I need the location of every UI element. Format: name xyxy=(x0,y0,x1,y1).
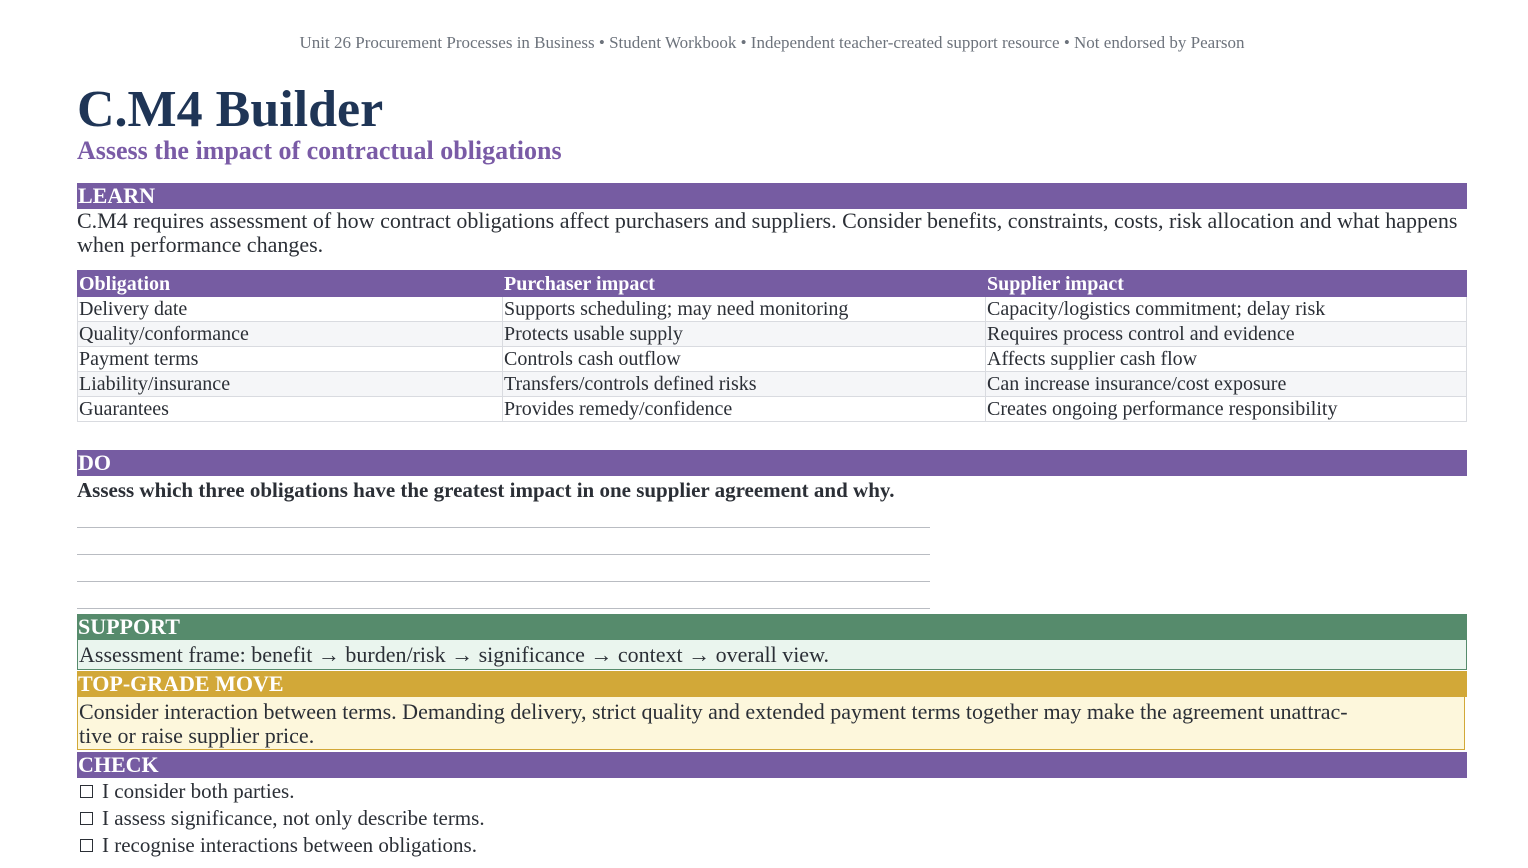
table-cell: Liability/insurance xyxy=(78,372,503,397)
table-cell: Supports scheduling; may need monitoring xyxy=(503,297,986,322)
checklist-item[interactable] xyxy=(77,778,294,804)
learn-heading: LEARN xyxy=(78,183,156,208)
do-heading: DO xyxy=(78,450,111,475)
table-row xyxy=(78,347,1467,372)
column-header-purchaser-impact: Purchaser impact xyxy=(503,271,986,297)
table-cell: Creates ongoing performance responsibility xyxy=(986,397,1467,422)
checklist-item-label: I recognise interactions between obligations. xyxy=(102,833,477,857)
checklist-item[interactable] xyxy=(77,832,477,858)
support-heading: SUPPORT xyxy=(78,614,180,639)
checklist-item-label: I assess significance, not only describe terms. xyxy=(102,806,485,830)
table-cell: Controls cash outflow xyxy=(503,347,986,372)
page-title: C.M4 Builder xyxy=(77,81,384,138)
table-cell: Payment terms xyxy=(78,347,503,372)
table-row xyxy=(78,297,1467,322)
table-row xyxy=(78,397,1467,422)
page-subtitle: Assess the impact of contractual obligations xyxy=(77,136,562,165)
column-header-supplier-impact: Supplier impact xyxy=(986,271,1467,297)
check-heading-bar xyxy=(77,752,1467,778)
table-row xyxy=(78,372,1467,397)
support-text: Assessment frame: benefit → burden/risk → significance → context → overall view. xyxy=(79,642,830,667)
do-heading-bar xyxy=(77,450,1467,476)
answer-line-1[interactable] xyxy=(77,527,930,528)
support-box xyxy=(77,640,1467,670)
table-cell: Delivery date xyxy=(78,297,503,322)
column-header-obligation: Obligation xyxy=(78,271,503,297)
learn-heading-bar xyxy=(77,183,1467,209)
topgrade-text-line-2: tive or raise supplier price. xyxy=(79,723,315,748)
topgrade-text-line-1: Consider interaction between terms. Demanding delivery, strict quality and extended payment terms together may make the agreement unattrac- xyxy=(79,699,1348,724)
header-note: Unit 26 Procurement Processes in Business • Student Workbook • Independent teacher-created support resource • Not endorsed by Pearson xyxy=(299,33,1245,52)
table-cell: Guarantees xyxy=(78,397,503,422)
table-cell: Provides remedy/confidence xyxy=(503,397,986,422)
checklist-item[interactable] xyxy=(77,805,485,831)
table-header-row xyxy=(78,271,1467,297)
obligations-table xyxy=(77,270,1467,422)
checkbox-icon[interactable] xyxy=(80,839,93,852)
checkbox-icon[interactable] xyxy=(80,812,93,825)
table-cell: Can increase insurance/cost exposure xyxy=(986,372,1467,397)
support-heading-bar xyxy=(77,614,1467,640)
answer-line-2[interactable] xyxy=(77,554,930,555)
table-row xyxy=(78,322,1467,347)
checklist-item-label: I consider both parties. xyxy=(102,779,295,803)
check-heading: CHECK xyxy=(78,752,159,777)
answer-line-3[interactable] xyxy=(77,581,930,582)
table-cell: Capacity/logistics commitment; delay risk xyxy=(986,297,1467,322)
table-cell: Transfers/controls defined risks xyxy=(503,372,986,397)
table-cell: Quality/conformance xyxy=(78,322,503,347)
answer-line-4[interactable] xyxy=(77,608,930,609)
topgrade-heading-bar xyxy=(77,671,1467,697)
do-prompt: Assess which three obligations have the greatest impact in one supplier agreement and why. xyxy=(77,478,895,502)
topgrade-box xyxy=(77,697,1465,750)
table-cell: Protects usable supply xyxy=(503,322,986,347)
table-cell: Requires process control and evidence xyxy=(986,322,1467,347)
topgrade-heading: TOP-GRADE MOVE xyxy=(78,671,284,696)
checkbox-icon[interactable] xyxy=(80,785,93,798)
table-cell: Affects supplier cash flow xyxy=(986,347,1467,372)
learn-text: C.M4 requires assessment of how contract obligations affect purchasers and suppliers. Consider benefits, constraints, costs, risk allocation and what happens when performance changes. xyxy=(77,208,1458,257)
